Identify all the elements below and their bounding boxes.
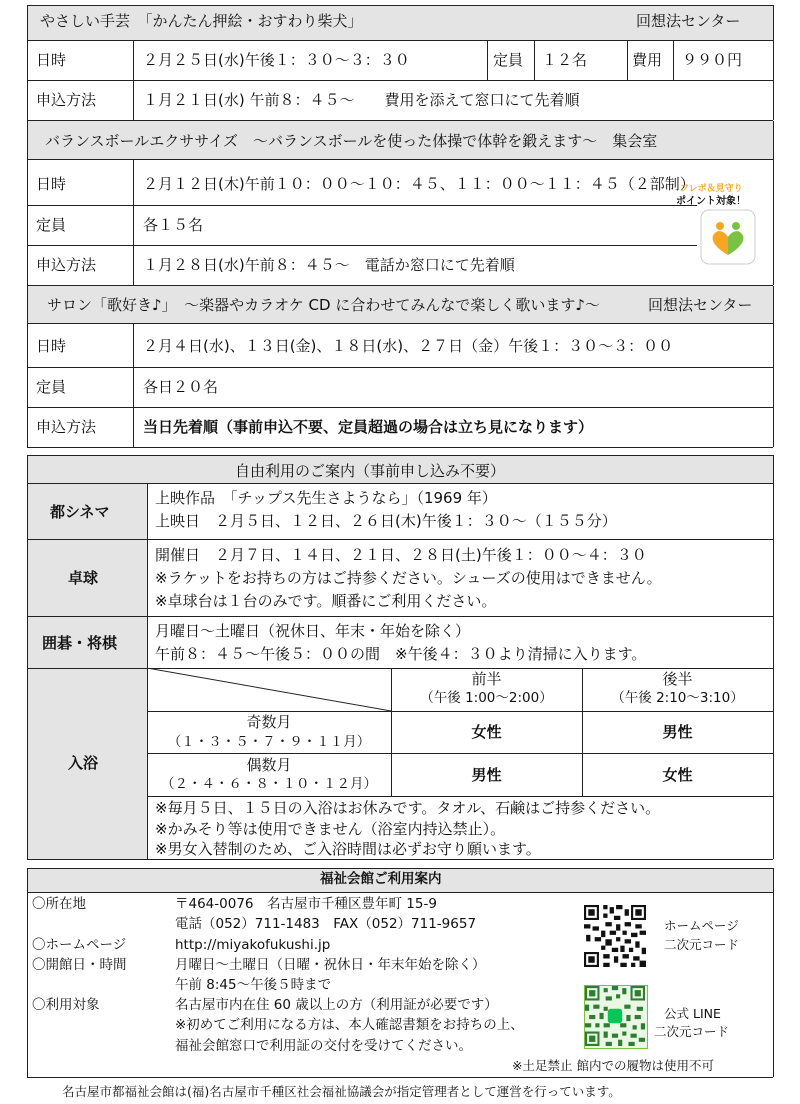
salon-title: サロン「歌好き♪」 ～楽器やカラオケ CD に合わせてみんなで楽しく歌います♪～ — [47, 296, 600, 314]
bath-second-half-time: （午後 2:10～3:10） — [611, 690, 744, 706]
bath-diagonal — [147, 668, 391, 711]
line-qr-code[interactable] — [584, 985, 648, 1049]
homepage-qr-code[interactable] — [584, 905, 646, 967]
salon-capacity-label: 定員 — [36, 378, 67, 396]
qr-home-line1: ホームページ — [664, 918, 739, 933]
pingpong-line3: ※卓球台は１台のみです。順番にご利用ください。 — [155, 592, 497, 610]
bath-odd-month-list: （１・３・５・７・９・１１月） — [167, 734, 371, 750]
bath-label: 入浴 — [68, 754, 99, 772]
address-value: 〒464-0076 名古屋市千種区豊年町 15-9 — [175, 896, 437, 912]
origami-apply-label: 申込方法 — [36, 91, 97, 109]
origami-apply-value: １月２１日(水) 午前８：４５～ 費用を添えて窓口にて先着順 — [143, 91, 580, 109]
balance-date-value: ２月１２日(木)午前１０：００～１０：４５、１１：００～１１：４５（２部制） — [143, 175, 695, 193]
origami-fee-value: ９９０円 — [682, 51, 743, 69]
bath-even-month: 偶数月 — [246, 756, 292, 774]
bath-even-first: 男性 — [471, 766, 502, 784]
qr-line-line1: 公式 LINE — [664, 1006, 721, 1021]
bath-odd-month: 奇数月 — [246, 713, 292, 731]
bath-even-month-list: （２・４・６・８・１０・１２月） — [161, 776, 377, 792]
cinema-label: 都シネマ — [50, 503, 110, 521]
cinema-line1: 上映作品 「チップス先生さようなら」（1969 年） — [155, 489, 497, 507]
qr-home-line2: 二次元コード — [664, 937, 740, 952]
bath-first-half-time: （午後 1:00～2:00） — [420, 690, 553, 706]
origami-capacity-label: 定員 — [493, 51, 524, 69]
bath-odd-first: 女性 — [471, 723, 502, 741]
origami-date-value: ２月２５日(水)午後１：３０～３：３０ — [143, 51, 410, 69]
homepage-label: 〇ホームページ — [32, 937, 127, 953]
address-label: 〇所在地 — [32, 896, 86, 912]
target-line3: 福祉会館窓口で利用証の交付を受けてください。 — [175, 1038, 472, 1054]
salon-venue: 回想法センター — [648, 296, 753, 314]
igo-line1: 月曜日～土曜日（祝休日、年末・年始を除く） — [155, 622, 471, 640]
bath-odd-second: 男性 — [662, 723, 693, 741]
hours-line1: 月曜日～土曜日（日曜・祝休日・年末年始を除く） — [175, 957, 486, 973]
bath-note1: ※毎月５日、１５日の入浴はお休みです。タオル、石鹸はご持参ください。 — [155, 799, 661, 817]
origami-venue: 回想法センター — [636, 12, 741, 30]
balance-capacity-label: 定員 — [36, 216, 67, 234]
origami-title: やさしい手芸 「かんたん押絵・おすわり柴犬」 — [40, 12, 363, 30]
igo-label: 囲碁・将棋 — [42, 634, 118, 652]
salon-apply-label: 申込方法 — [36, 418, 97, 436]
balance-apply-label: 申込方法 — [36, 256, 97, 274]
origami-fee-label: 費用 — [632, 51, 663, 69]
phone-value: 電話（052）711-1483 FAX（052）711-9657 — [175, 916, 477, 932]
bath-second-half: 後半 — [662, 670, 693, 688]
info-title: 福祉会館ご利用案内 — [320, 871, 442, 887]
balance-capacity-value: 各１５名 — [143, 216, 204, 234]
hours-label: 〇開館日・時間 — [32, 957, 127, 973]
target-line1: 名古屋市内在住 60 歳以上の方（利用証が必要です） — [175, 997, 498, 1013]
pingpong-line2: ※ラケットをお持ちの方はご持参ください。シューズの使用はできません。 — [155, 569, 662, 587]
fureai-point-logo — [700, 209, 756, 265]
target-line2: ※初めてご利用になる方は、本人確認書類をお持ちの上、 — [175, 1017, 524, 1033]
pingpong-line1: 開催日 ２月７日、１４日、２１日、２８日(土)午後１：００～４：３０ — [155, 546, 647, 564]
origami-date-label: 日時 — [36, 51, 67, 69]
balance-title: バランスボールエクササイズ ～バランスボールを使った体操で体幹を鍛えます～ 集会室 — [45, 132, 658, 150]
qr-line-line2: 二次元コード — [654, 1024, 730, 1039]
balance-apply-value: １月２８日(水)午前８：４５～ 電話か窓口にて先着順 — [143, 256, 515, 274]
bath-even-second: 女性 — [662, 766, 693, 784]
footer-note: 名古屋市都福祉会館は(福)名古屋市千種区社会福祉協議会が指定管理者として運営を行っています。 — [62, 1084, 621, 1099]
igo-line2: 午前８：４５～午後５：００の間 ※午後４：３０より清掃に入ります。 — [155, 645, 647, 663]
salon-apply-value: 当日先着順（事前申込不要、定員超過の場合は立ち見になります） — [143, 418, 594, 436]
badge-line2: ポイント対象！ — [676, 196, 746, 207]
origami-capacity-value: １２名 — [542, 51, 588, 69]
hours-line2: 午前 8:45～午後５時まで — [175, 977, 332, 993]
bath-first-half: 前半 — [471, 670, 502, 688]
shoes-note: ※土足禁止 館内での履物は使用不可 — [512, 1058, 714, 1073]
salon-capacity-value: 各日２０名 — [143, 378, 219, 396]
free-use-title: 自由利用のご案内（事前申し込み不要） — [235, 462, 506, 480]
bath-note2: ※かみそり等は使用できません（浴室内持込禁止）。 — [155, 820, 506, 838]
bath-note3: ※男女入替制のため、ご入浴時間は必ずお守り願います。 — [155, 840, 541, 858]
cinema-line2: 上映日 ２月５日、１２日、２６日(木)午後１：３０～（１５５分） — [155, 512, 617, 530]
target-label: 〇利用対象 — [32, 997, 100, 1013]
balance-date-label: 日時 — [36, 175, 67, 193]
salon-date-label: 日時 — [36, 337, 67, 355]
badge-line1: フレポ＆見守り — [680, 184, 743, 194]
pingpong-label: 卓球 — [68, 569, 99, 587]
salon-date-value: ２月４日(水)、１３日(金)、１８日(水)、２７日（金）午後１：３０～３：００ — [143, 337, 674, 355]
homepage-link[interactable]: http://miyakofukushi.jp — [175, 937, 331, 953]
